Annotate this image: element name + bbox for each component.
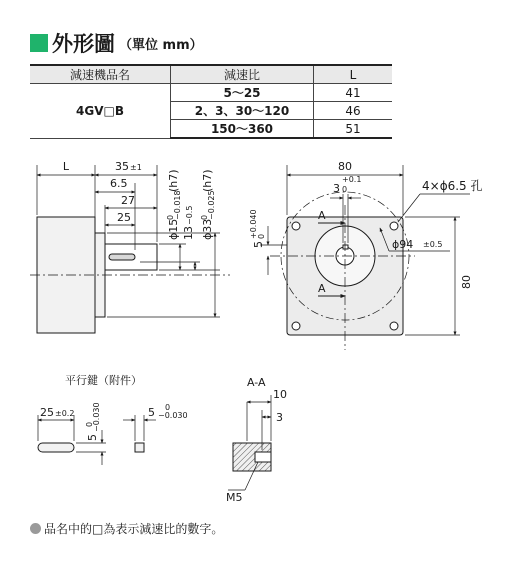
boss-tol-hi: 0 [200,214,209,220]
key-body [38,443,74,452]
shaft-tol-lo: −0.018 [173,190,182,220]
footnote [30,520,223,537]
ratio-cell: 5～25 [171,84,314,102]
dim-shaft-dia [166,169,182,240]
dim-13-tol: −0.5 [185,205,194,225]
key-slot [343,245,348,249]
pcd-label: ϕ94 [392,238,414,251]
key-tol-lo: 0 [342,185,348,194]
section-mark-top: A [318,209,326,222]
depth-label: 5 [252,241,265,248]
dim-l-label: L [62,160,70,173]
section-a-a [228,376,271,490]
l-cell: 51 [314,120,393,139]
thread-label: M5 [226,491,243,504]
dim-key-height [85,402,101,441]
parallel-key-labels [40,402,188,441]
depth-tol-hi: +0.040 [249,209,258,239]
boss-dia-label: ϕ33 [201,218,214,240]
key-height-label: 5 [86,434,99,441]
bullet-dot-icon [30,523,41,534]
key-height-tol-lo: −0.030 [92,402,101,432]
pcd-tol: ±0.5 [423,240,443,249]
ratio-cell: 150～360 [171,120,314,139]
dim-6-5-label: 6.5 [110,177,128,190]
header-ratio: 減速比 [171,65,314,84]
l-cell: 41 [314,84,393,102]
key-tol-hi: +0.1 [342,175,362,184]
front-width-label: 80 [338,160,352,173]
side-view [30,165,230,333]
key-width-tol-lo: −0.030 [158,411,188,420]
dim-depth [249,209,266,248]
section-d3-label: 3 [276,411,283,424]
mount-hole [292,222,300,230]
shaft-dia-label: ϕ15 [167,218,180,240]
key-length-tol: ±0.2 [55,409,75,418]
boss-tol-lo: −0.025 [207,190,216,220]
key-length-label: 25 [40,406,54,419]
dim-27-label: 27 [121,194,135,207]
mount-hole [390,322,398,330]
shaft-tol-hi: 0 [166,214,175,220]
key-width-label: 5 [148,406,155,419]
shaft-fit: (h7) [167,169,180,192]
holes-label: 4×ϕ6.5 孔 [422,179,483,193]
header-l: L [314,65,393,84]
dim-13 [182,206,195,240]
mount-hole [390,222,398,230]
dim-13-label: 13 [182,226,195,240]
holes-leader [398,194,420,222]
dim-25-label: 25 [117,211,131,224]
depth-tol-lo: 0 [257,233,266,239]
dim-35-tol: ±1 [130,163,142,172]
front-height-label: 80 [460,275,473,289]
model-cell: 4GV□B [30,84,171,139]
section-mark-bottom: A [318,282,326,295]
key-width-tol-hi: 0 [165,403,171,412]
section-d10-label: 10 [273,388,287,401]
key-width-label: 3 [333,182,340,195]
key-height-tol-hi: 0 [85,421,94,427]
heading-title: 外形圖 [52,32,115,56]
boss-fit: (h7) [201,169,214,192]
dim-35-label: 35 [115,160,129,173]
section-title: A-A [247,376,266,389]
key-end-view [135,443,144,452]
footnote-text: 品名中的□為表示減速比的數字。 [44,522,224,536]
ratio-cell: 2、3、30～120 [171,102,314,120]
mount-hole [292,322,300,330]
heading-unit: （單位 mm） [119,37,203,53]
header-model: 減速機品名 [30,65,171,84]
thread-hole [255,452,271,462]
dim-boss-dia [200,169,216,240]
key-title: 平行鍵（附件） [65,374,142,387]
l-cell: 46 [314,102,393,120]
shaft-keyway [109,254,135,260]
